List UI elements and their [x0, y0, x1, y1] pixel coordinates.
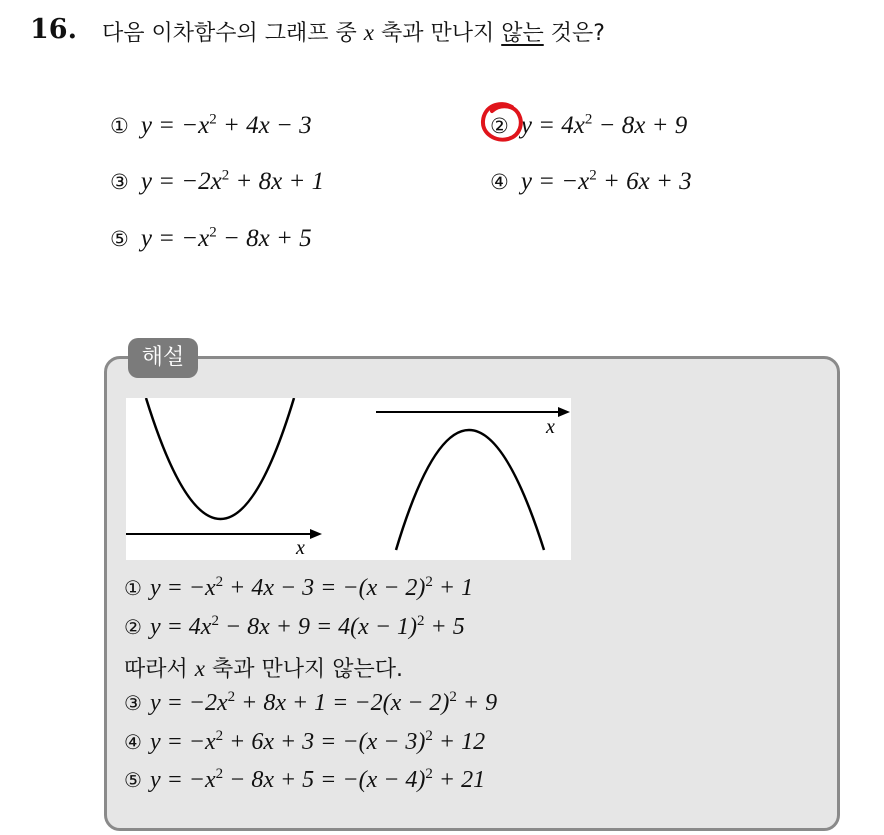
solution-line-5-c: + 21 — [432, 767, 486, 793]
choice-3[interactable] — [110, 168, 324, 196]
conclusion-variable: x — [194, 656, 205, 681]
choice-5-exponent: 2 — [209, 225, 217, 241]
solution-line-4-a: y = −x — [149, 729, 216, 755]
question-text-before: 다음 이차함수의 그래프 중 — [102, 21, 364, 46]
choice-2-lhs: y = 4x — [520, 112, 585, 140]
solution-line-2-a: y = 4x — [149, 614, 212, 640]
choice-2-rhs: − 8x + 9 — [592, 112, 688, 140]
solution-line-1-a: y = −x — [149, 575, 216, 601]
solution-line-4-c: + 12 — [432, 729, 486, 755]
solution-line-5-e1: 2 — [215, 766, 224, 782]
solution-line-1-e2: 2 — [425, 574, 433, 590]
downward-parabola — [396, 430, 544, 550]
choice-4-rhs: + 6x + 3 — [596, 168, 692, 196]
solution-line-3-c: + 9 — [456, 690, 498, 716]
answer-circle-mark — [478, 99, 526, 145]
solution-conclusion — [124, 652, 403, 683]
solution-line-3-e2: 2 — [449, 689, 457, 705]
solution-line-1-number: ① — [124, 576, 142, 600]
solution-line-1 — [124, 574, 473, 602]
solution-line-2-e1: 2 — [211, 613, 219, 629]
choice-1-lhs: y = −x — [140, 112, 210, 140]
solution-line-5 — [124, 766, 485, 794]
left-x-axis-label: x — [296, 537, 305, 559]
choice-5[interactable] — [110, 225, 312, 253]
question-text-middle: 축과 만나지 — [373, 21, 502, 46]
solution-line-1-b: + 4x − 3 = −(x − 2) — [223, 575, 426, 601]
choice-5-number: ⑤ — [110, 227, 129, 252]
choice-4-lhs: y = −x — [520, 168, 590, 196]
choice-1[interactable] — [110, 112, 312, 140]
choice-2-exponent: 2 — [584, 112, 593, 128]
question-number: 16. — [30, 14, 77, 45]
question-text — [102, 16, 605, 47]
question-variable: x — [363, 20, 374, 45]
choice-1-exponent: 2 — [209, 112, 217, 128]
solution-line-2-b: − 8x + 9 = 4(x − 1) — [218, 614, 418, 640]
choice-4-number: ④ — [490, 170, 509, 195]
choice-3-rhs: + 8x + 1 — [229, 168, 325, 196]
solution-line-2-c: + 5 — [424, 614, 465, 640]
solution-line-3-e1: 2 — [227, 689, 236, 705]
choice-5-rhs: − 8x + 5 — [216, 225, 312, 253]
solution-line-4-number: ④ — [124, 730, 142, 754]
conclusion-before: 따라서 — [124, 657, 195, 682]
solution-line-4-e1: 2 — [215, 728, 224, 744]
solution-line-4-b: + 6x + 3 = −(x − 3) — [223, 729, 426, 755]
choice-1-number: ① — [110, 114, 129, 139]
right-x-axis-arrow — [558, 407, 570, 417]
choice-3-number: ③ — [110, 170, 129, 195]
solution-line-3 — [124, 689, 497, 717]
choice-1-rhs: + 4x − 3 — [216, 112, 312, 140]
choice-3-lhs: y = −2x — [140, 168, 222, 196]
solution-line-1-e1: 2 — [215, 574, 224, 590]
choice-5-lhs: y = −x — [140, 225, 210, 253]
solution-line-3-number: ③ — [124, 691, 142, 715]
solution-line-3-a: y = −2x — [149, 690, 228, 716]
solution-line-5-e2: 2 — [425, 766, 433, 782]
question-underlined-word: 않는 — [501, 21, 544, 46]
solution-line-4-e2: 2 — [425, 728, 433, 744]
choice-3-exponent: 2 — [221, 168, 230, 184]
solution-line-4 — [124, 728, 485, 756]
upward-parabola — [146, 398, 294, 519]
solution-line-2-e2: 2 — [417, 613, 425, 629]
solution-line-3-b: + 8x + 1 = −2(x − 2) — [235, 690, 450, 716]
choice-4-exponent: 2 — [589, 168, 597, 184]
solution-line-2-number: ② — [124, 615, 142, 639]
solution-line-5-number: ⑤ — [124, 768, 142, 792]
question-text-after: 것은? — [543, 21, 605, 46]
choice-2-number: ② — [490, 114, 509, 139]
solution-graphs — [126, 398, 571, 560]
solution-line-5-b: − 8x + 5 = −(x − 4) — [223, 767, 426, 793]
solution-line-5-a: y = −x — [149, 767, 216, 793]
choice-4[interactable] — [490, 168, 692, 196]
left-x-axis-arrow — [310, 529, 322, 539]
solution-line-2 — [124, 613, 465, 641]
solution-title: 해설 — [128, 338, 198, 378]
conclusion-after: 축과 만나지 않는다. — [204, 657, 403, 682]
solution-line-1-c: + 1 — [432, 575, 474, 601]
right-x-axis-label: x — [546, 416, 555, 438]
